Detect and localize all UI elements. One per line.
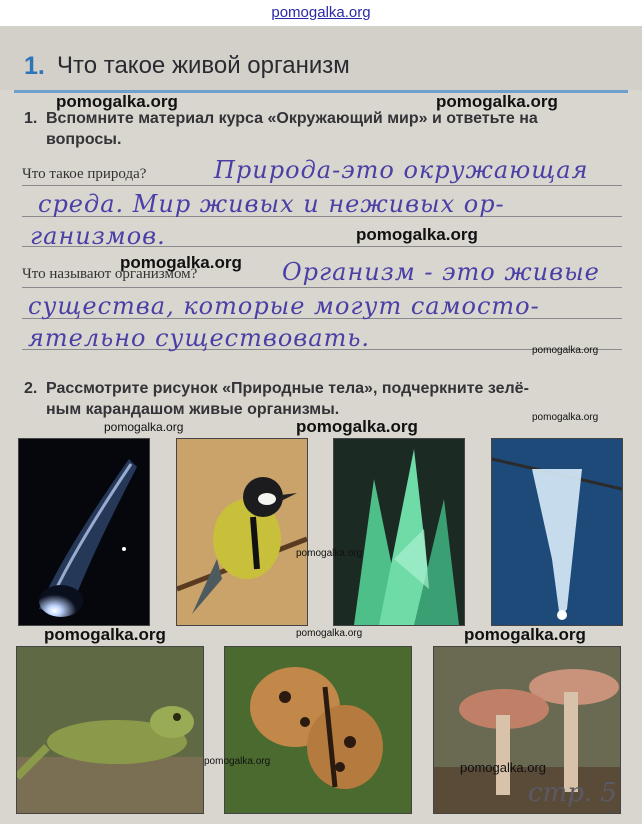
watermark: pomogalka.org [104,420,184,434]
section-title: Что такое живой организм [57,52,350,79]
question-2-line1: Рассмотрите рисунок «Природные тела», подчеркните зелё- [46,380,529,397]
watermark: pomogalka.org [204,756,271,767]
answer-organism-line3: ятельно существовать. [28,324,371,352]
question-2-number: 2. [24,380,38,397]
question-2-line2: ным карандашом живые организмы. [46,401,340,418]
page-note: стр. 5 [528,778,617,808]
site-link[interactable]: pomogalka.org [0,0,642,26]
watermark: pomogalka.org [56,92,178,111]
watermark: pomogalka.org [296,417,418,436]
answer-nature-line3: ганизмов. [30,222,166,250]
question-1-line1: Вспомните материал курса «Окружающий мир» и ответьте на [46,110,538,127]
question-1-number: 1. [24,110,38,127]
answer-rule [22,287,622,288]
answer-organism-line2: существа, которые могут самосто- [28,292,540,320]
watermark: pomogalka.org [296,628,363,639]
answer-nature-line1: Природа-это окружающая [214,156,589,184]
watermark: pomogalka.org [296,548,363,559]
watermark: pomogalka.org [464,625,586,644]
watermark: pomogalka.org [120,253,242,272]
answer-organism-line1: Организм - это живые [282,258,600,286]
answer-nature-line2: среда. Мир живых и неживых ор- [38,190,505,218]
butterfly-photo [224,646,412,814]
crystal-mineral-photo [333,438,465,626]
prompt-organism: Что называют организмом? [22,266,198,282]
watermark: pomogalka.org [532,412,599,423]
watermark: pomogalka.org [532,345,599,356]
lizard-photo [16,646,204,814]
watermark: pomogalka.org [460,760,546,775]
icicle-photo [491,438,623,626]
watermark: pomogalka.org [44,625,166,644]
answer-rule [22,185,622,186]
watermark: pomogalka.org [356,225,478,244]
question-1 [24,108,624,150]
watermark: pomogalka.org [436,92,558,111]
comet-photo [18,438,150,626]
question-1-line2: вопросы. [46,131,122,148]
prompt-nature: Что такое природа? [22,166,147,182]
titmouse-bird-photo [176,438,308,626]
section-number: 1. [24,52,45,80]
